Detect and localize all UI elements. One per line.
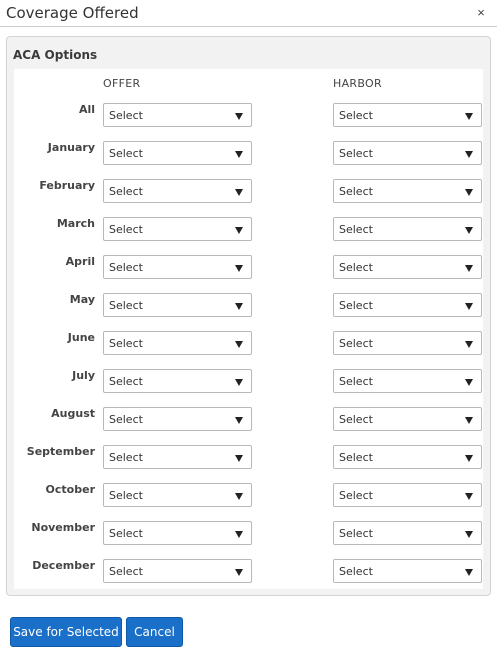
- harbor-select[interactable]: [333, 255, 482, 279]
- offer-select[interactable]: [103, 369, 252, 393]
- harbor-select[interactable]: [333, 331, 482, 355]
- offer-select-value: Select: [109, 565, 143, 578]
- month-row: [14, 331, 483, 369]
- caret-down-icon: [235, 227, 243, 234]
- offer-select-value: Select: [109, 375, 143, 388]
- month-label: January: [47, 141, 95, 154]
- offer-select[interactable]: [103, 521, 252, 545]
- harbor-select-value: Select: [339, 451, 373, 464]
- offer-select-value: Select: [109, 185, 143, 198]
- caret-down-icon: [235, 531, 243, 538]
- caret-down-icon: [465, 151, 473, 158]
- month-row: [14, 217, 483, 255]
- harbor-select-value: Select: [339, 375, 373, 388]
- harbor-select[interactable]: [333, 141, 482, 165]
- harbor-select[interactable]: [333, 483, 482, 507]
- offer-select-value: Select: [109, 337, 143, 350]
- harbor-select-value: Select: [339, 185, 373, 198]
- month-label: All: [78, 103, 95, 116]
- caret-down-icon: [235, 569, 243, 576]
- dialog-header: [0, 0, 497, 27]
- offer-select[interactable]: [103, 331, 252, 355]
- month-label: September: [26, 445, 95, 458]
- harbor-select-value: Select: [339, 223, 373, 236]
- aca-options-panel: [6, 36, 491, 596]
- harbor-select[interactable]: [333, 407, 482, 431]
- panel-body: [14, 69, 483, 589]
- offer-select[interactable]: [103, 445, 252, 469]
- harbor-select-value: Select: [339, 565, 373, 578]
- month-label: August: [51, 407, 95, 420]
- caret-down-icon: [235, 379, 243, 386]
- month-row: [14, 141, 483, 179]
- offer-select-value: Select: [109, 413, 143, 426]
- month-row: [14, 369, 483, 407]
- caret-down-icon: [465, 569, 473, 576]
- caret-down-icon: [465, 493, 473, 500]
- harbor-select[interactable]: [333, 559, 482, 583]
- month-row: [14, 559, 483, 597]
- month-label: May: [69, 293, 95, 306]
- month-row: [14, 445, 483, 483]
- month-label: December: [32, 559, 95, 572]
- caret-down-icon: [235, 341, 243, 348]
- harbor-select[interactable]: [333, 293, 482, 317]
- offer-column-header: OFFER: [103, 77, 141, 90]
- harbor-select[interactable]: [333, 369, 482, 393]
- offer-select-value: Select: [109, 299, 143, 312]
- month-row: [14, 407, 483, 445]
- save-for-selected-button[interactable]: Save for Selected: [10, 617, 122, 647]
- caret-down-icon: [465, 265, 473, 272]
- caret-down-icon: [235, 151, 243, 158]
- caret-down-icon: [235, 493, 243, 500]
- offer-select[interactable]: [103, 255, 252, 279]
- offer-select[interactable]: [103, 483, 252, 507]
- harbor-select-value: Select: [339, 527, 373, 540]
- caret-down-icon: [465, 303, 473, 310]
- harbor-column-header: HARBOR: [333, 77, 382, 90]
- panel-heading: ACA Options: [13, 48, 98, 62]
- month-label: November: [31, 521, 95, 534]
- close-icon[interactable]: ×: [477, 5, 485, 20]
- offer-select[interactable]: [103, 407, 252, 431]
- month-row: [14, 255, 483, 293]
- offer-select[interactable]: [103, 179, 252, 203]
- harbor-select-value: Select: [339, 261, 373, 274]
- harbor-select-value: Select: [339, 489, 373, 502]
- month-row: [14, 103, 483, 141]
- offer-select[interactable]: [103, 103, 252, 127]
- month-row: [14, 483, 483, 521]
- offer-select[interactable]: [103, 293, 252, 317]
- offer-select[interactable]: [103, 217, 252, 241]
- harbor-select[interactable]: [333, 179, 482, 203]
- offer-select[interactable]: [103, 559, 252, 583]
- harbor-select-value: Select: [339, 109, 373, 122]
- caret-down-icon: [465, 531, 473, 538]
- month-label: February: [39, 179, 95, 192]
- month-row: [14, 293, 483, 331]
- harbor-select[interactable]: [333, 103, 482, 127]
- offer-select[interactable]: [103, 141, 252, 165]
- cancel-button[interactable]: Cancel: [126, 617, 183, 647]
- harbor-select[interactable]: [333, 445, 482, 469]
- month-label: June: [67, 331, 95, 344]
- caret-down-icon: [235, 265, 243, 272]
- caret-down-icon: [465, 379, 473, 386]
- caret-down-icon: [465, 189, 473, 196]
- month-label: July: [72, 369, 95, 382]
- offer-select-value: Select: [109, 489, 143, 502]
- offer-select-value: Select: [109, 261, 143, 274]
- harbor-select[interactable]: [333, 521, 482, 545]
- caret-down-icon: [465, 341, 473, 348]
- caret-down-icon: [465, 455, 473, 462]
- caret-down-icon: [235, 417, 243, 424]
- month-row: [14, 521, 483, 559]
- harbor-select[interactable]: [333, 217, 482, 241]
- month-label: March: [56, 217, 95, 230]
- month-label: October: [45, 483, 95, 496]
- caret-down-icon: [235, 455, 243, 462]
- caret-down-icon: [465, 227, 473, 234]
- caret-down-icon: [465, 113, 473, 120]
- month-row: [14, 179, 483, 217]
- offer-select-value: Select: [109, 527, 143, 540]
- harbor-select-value: Select: [339, 413, 373, 426]
- dialog-title: Coverage Offered: [6, 4, 139, 22]
- caret-down-icon: [235, 189, 243, 196]
- offer-select-value: Select: [109, 147, 143, 160]
- offer-select-value: Select: [109, 109, 143, 122]
- caret-down-icon: [465, 417, 473, 424]
- month-label: April: [65, 255, 95, 268]
- offer-select-value: Select: [109, 223, 143, 236]
- harbor-select-value: Select: [339, 299, 373, 312]
- harbor-select-value: Select: [339, 147, 373, 160]
- caret-down-icon: [235, 113, 243, 120]
- caret-down-icon: [235, 303, 243, 310]
- harbor-select-value: Select: [339, 337, 373, 350]
- offer-select-value: Select: [109, 451, 143, 464]
